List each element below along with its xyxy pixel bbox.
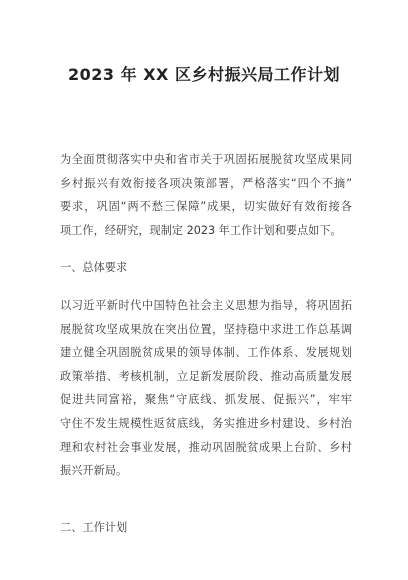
section1-line: 促进共同富裕，聚焦“守底线、抓发展、促振兴”，牢牢 xyxy=(60,393,352,407)
section-heading-overall-requirements: 一、总体要求 xyxy=(60,261,128,274)
section1-line: 政策举措、考核机制，立足新发展阶段、推动高质量发展 xyxy=(60,369,352,383)
intro-line: 要求，巩固“两不愁三保障”成果，切实做好有效衔接各 xyxy=(60,200,352,214)
section1-line: 理和农村社会事业发展，推动巩固脱贫成果上台阶、乡村 xyxy=(60,440,352,454)
section1-line: 展脱贫攻坚成果放在突出位置，坚持稳中求进工作总基调 xyxy=(60,322,352,336)
document-title: 2023 年 XX 区乡村振兴局工作计划 xyxy=(68,65,340,84)
section1-paragraph xyxy=(60,294,352,483)
section1-line: 振兴开新局。 xyxy=(60,464,128,478)
section-heading-work-plan: 二、工作计划 xyxy=(60,521,128,534)
section1-line: 守住不发生规模性返贫底线，务实推进乡村建设、乡村治 xyxy=(60,416,352,430)
intro-line: 项工作，经研究，现制定 2023 年工作计划和要点如下。 xyxy=(60,223,342,237)
section1-line: 建立健全巩固脱贫成果的领导体制、工作体系、发展规划 xyxy=(60,346,352,360)
section1-line: 以习近平新时代中国特色社会主义思想为指导，将巩固拓 xyxy=(60,299,352,312)
intro-line: 为全面贯彻落实中央和省市关于巩固拓展脱贫攻坚成果同 xyxy=(60,153,352,166)
intro-line: 乡村振兴有效衔接各项决策部署，严格落实“四个不摘” xyxy=(60,176,352,190)
intro-paragraph xyxy=(60,148,352,242)
